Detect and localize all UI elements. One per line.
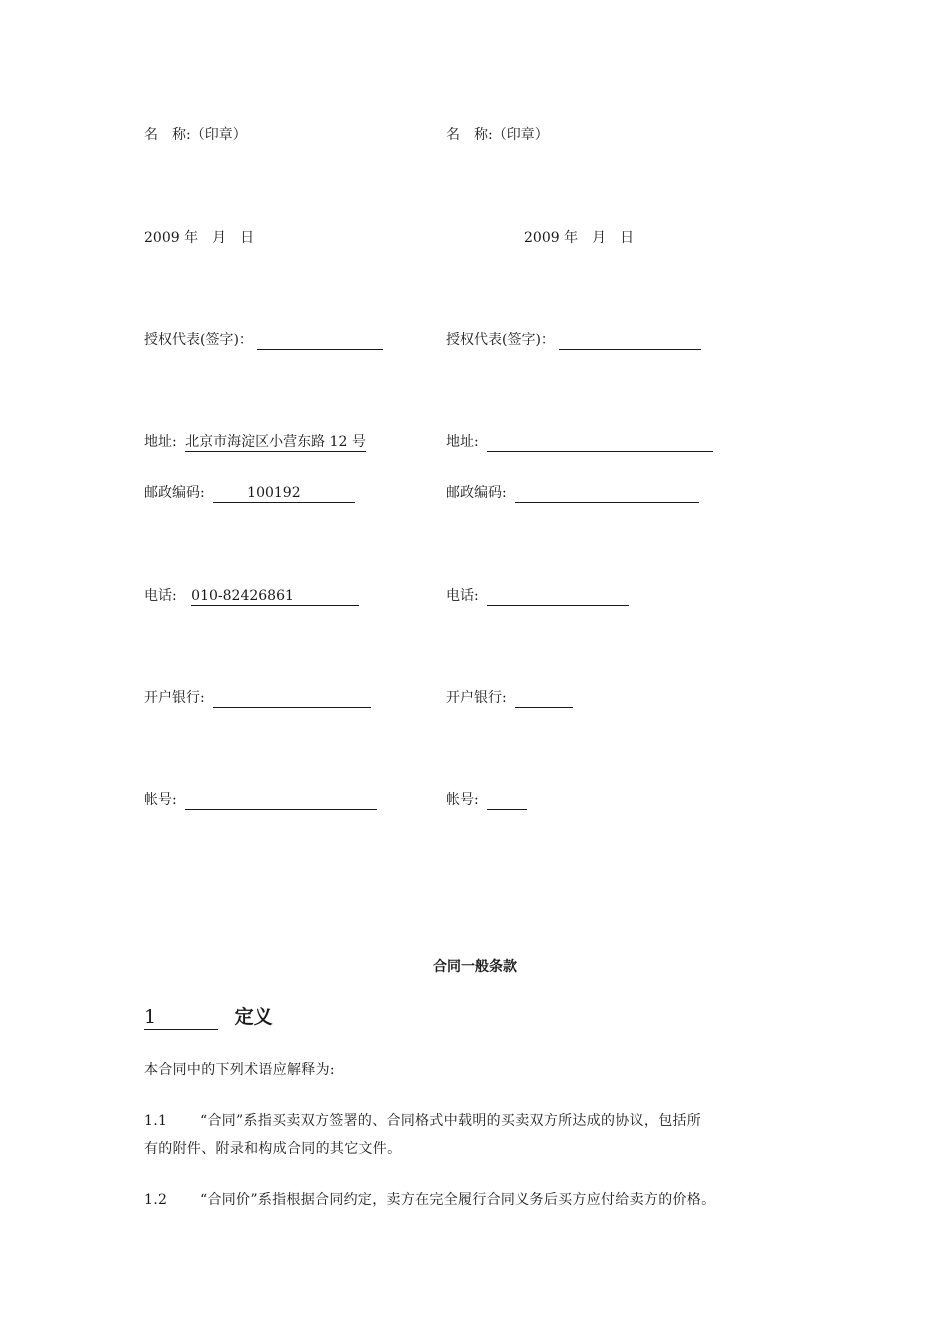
right-phone-line[interactable]	[487, 587, 629, 606]
right-address-label: 地址:	[446, 434, 479, 450]
right-postcode-row	[446, 483, 699, 503]
right-date-label: 2009 年 月 日	[524, 230, 635, 246]
clause-1-2	[144, 1186, 715, 1214]
left-address-value: 北京市海淀区小营东路 12 号	[185, 434, 366, 450]
left-phone-value: 010-82426861	[191, 587, 359, 606]
left-postcode-label: 邮政编码:	[144, 485, 205, 501]
right-rep-label: 授权代表(签字)：	[446, 332, 555, 348]
left-address-row	[144, 432, 366, 452]
right-phone-row	[446, 586, 629, 606]
right-name-label: 名 称:（印章）	[446, 127, 549, 143]
section-number: 1	[144, 1005, 218, 1030]
left-rep-label: 授权代表(签字)：	[144, 332, 253, 348]
left-postcode-value: 100192	[213, 484, 355, 503]
right-rep-signature-line[interactable]	[559, 331, 701, 350]
clause-number: 1.1	[144, 1113, 168, 1129]
left-address-label: 地址:	[144, 434, 177, 450]
section-title: 定义	[234, 1006, 273, 1028]
clause-1-1	[144, 1107, 701, 1135]
terms-title: 合同一般条款	[433, 959, 517, 975]
left-rep-row	[144, 330, 383, 350]
clause-text-line: “合同”系指买卖双方签署的、合同格式中载明的买卖双方所达成的协议，包括所	[200, 1113, 702, 1129]
left-postcode-row	[144, 483, 355, 503]
left-phone-row	[144, 586, 359, 606]
terms-intro: 本合同中的下列术语应解释为:	[144, 1062, 335, 1078]
left-account-line[interactable]	[185, 791, 377, 810]
right-bank-label: 开户银行:	[446, 690, 507, 706]
right-postcode-line[interactable]	[515, 484, 699, 503]
right-rep-row	[446, 330, 701, 350]
right-address-line[interactable]	[487, 433, 713, 452]
left-rep-signature-line[interactable]	[257, 331, 383, 350]
left-name-label: 名 称:（印章）	[144, 127, 247, 143]
right-postcode-label: 邮政编码:	[446, 485, 507, 501]
clause-number: 1.2	[144, 1192, 168, 1208]
left-phone-label: 电话:	[144, 588, 177, 604]
right-address-row	[446, 432, 713, 452]
right-account-row	[446, 790, 527, 810]
left-account-row	[144, 790, 377, 810]
clause-1-1-continuation: 有的附件、附录和构成合同的其它文件。	[144, 1141, 402, 1157]
left-account-label: 帐号:	[144, 792, 177, 808]
right-account-label: 帐号:	[446, 792, 479, 808]
left-date-label: 2009 年 月 日	[144, 230, 255, 246]
right-bank-line[interactable]	[515, 689, 573, 708]
left-bank-row	[144, 688, 371, 708]
right-account-line[interactable]	[487, 791, 527, 810]
right-bank-row	[446, 688, 573, 708]
left-bank-line[interactable]	[213, 689, 371, 708]
section-1-heading	[144, 1004, 273, 1030]
right-phone-label: 电话:	[446, 588, 479, 604]
clause-text-line: “合同价”系指根据合同约定，卖方在完全履行合同义务后买方应付给卖方的价格。	[200, 1192, 716, 1208]
left-bank-label: 开户银行:	[144, 690, 205, 706]
